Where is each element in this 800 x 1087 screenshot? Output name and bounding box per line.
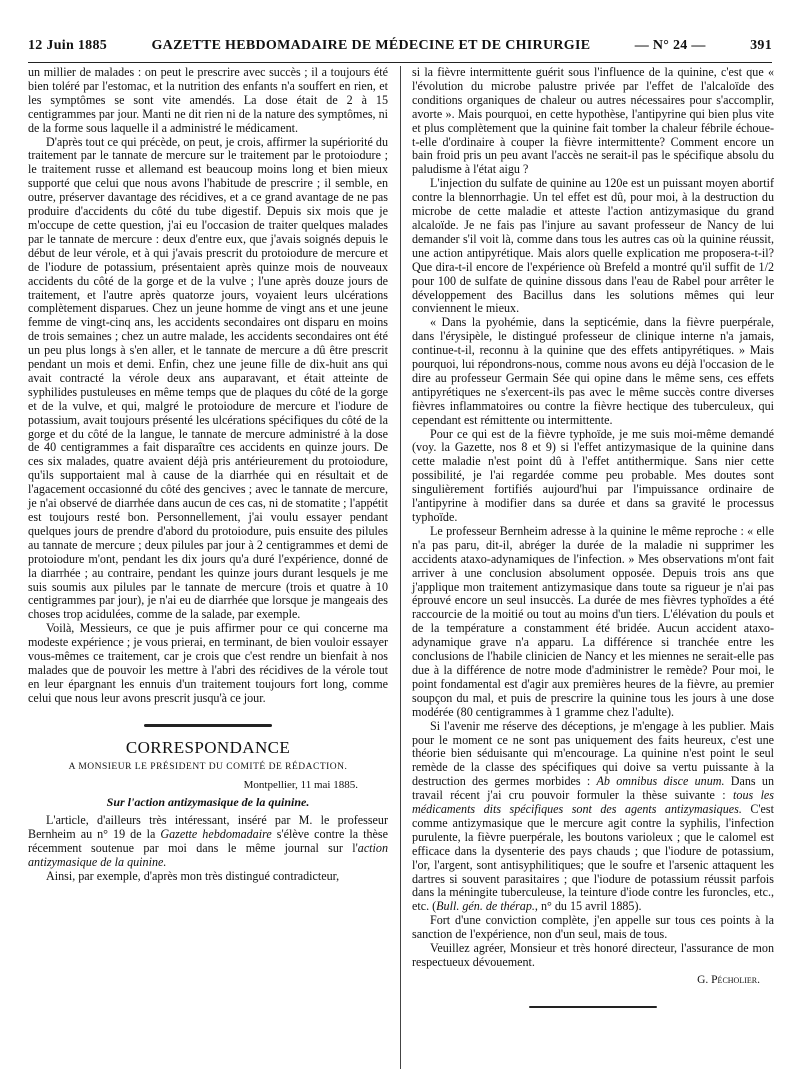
paragraph: L'article, d'ailleurs très intéressant, inséré par M. le professeur Bernheim au n° 19 de la Gazette hebdomadaire s'élève contre la thèse récemment soutenue par moi dans le même journal sur l'action antizymasique de la quinine. (28, 813, 388, 870)
paragraph: Pour ce qui est de la fièvre typhoïde, je me suis moi-même demandé (voy. la Gazette, nos 8 et 9) si l'effet antizymasique de la quinine dans cette maladie n'est point dû à l'effet antithermique. Sans nier cette possibilité, je l'ai regardée comme peu probable. Mes doutes sont singulièrement fortifiés aujourd'hui par l'impuissance ordinaire de l'antipyrine à modifier dans sa durée et dans sa gravité le processus typhoïde. (412, 426, 774, 524)
addressee: A MONSIEUR LE PRÉSIDENT DU COMITÉ DE RÉDACTION. (68, 761, 348, 772)
header-rule (28, 62, 772, 63)
paragraph: Si l'avenir me réserve des déceptions, je m'engage à les publier. Mais pour le moment ce ne sont pas uniquement des faits heureux, c'est une théorie bien séduisante qui m'encourage. La quinine n'est point le seul remède de la classe des spécifiques qui doive sa vertu puissante à la destruction des germes morbides : Ab omnibus disce unum. Dans un travail récent j'ai cru pouvoir formuler la thèse suivante : tous les médicaments dits spécifiques sont des agents antizymasiques. C'est comme antizymasique que le mercure agit contre la syphilis, l'infection purulente, la fièvre puerpérale, les boutons varioleux ; que le calomel est efficace dans la dysenterie des pays chauds ; que l'iodure de potassium, l'or, l'argent, sont antisyphilitiques; que le soufre et l'arsenic attaquent les dartres si souvent parasitaires ; que l'iodure de potassium réussit parfois dans la méningite tuberculeuse, la teinture d'iode contre les furoncles, etc., etc. (Bull. gén. de thérap., n° du 15 avril 1885). (412, 718, 774, 914)
paragraph: un millier de malades : on peut le prescrire avec succès ; il a toujours été bien toléré par l'estomac, et la nutrition des enfants n'a souffert en rien, et les symptômes se sont vite amendés. La dose était de 2 à 15 centigrammes par jour. Manti ne dit rien ni de la nature des symptômes, ni de la forme sous laquelle il a administré le médicament. (28, 65, 388, 135)
column-divider (400, 66, 401, 1069)
paragraph: L'injection du sulfate de quinine au 120e est un puissant moyen abortif contre la blennorrhagie. Un tel effet est dû, pour moi, à la destruction du microbe de cette maladie et atteste l'action antizymasique du grand alcaloïde. Je ne fais pas l'injure au savant professeur de Nancy de lui demander s'il voit là, comme dans tous les autres cas où la quinine réussit, une action antipyrétique. Mais alors quelle explication me proposera-t-il? Que dira-t-il encore de l'expérience où Brefeld a montré qu'il suffit de 1/2 pour 100 de sulfate de quinine dissous dans l'eau de Rabel pour arrêter le développement des Bacillus dans les solutions mêmes qui leur conviennent le mieux. (412, 176, 774, 316)
issue-number: — N° 24 — (634, 38, 706, 53)
section-separator (529, 1006, 657, 1008)
paragraph: Voilà, Messieurs, ce que je puis affirmer pour ce qui concerne ma modeste expérience ; je vous prierai, en terminant, de bien vouloir essayer vous-mêmes ce traitement, car je crois que c'est rendre un bienfait à nos malades que de pouvoir les mettre à l'abri des récidives de la vérole tout en leur épargnant les ennuis d'un traitement toujours fort long, comme celui que nous leur avons prescrit jusqu'à ce jour. (28, 621, 388, 705)
section-separator (144, 724, 272, 727)
paragraph: D'après tout ce qui précède, on peut, je crois, affirmer la supériorité du traitement par le tannate de mercure sur le traitement par le protoiodure ; le traitement russe et allemand est beaucoup moins long et bien mieux supporté que celui que nous avons l'habitude de prescrire ; il semble, en outre, préserver davantage des récidives, et a ce grand avantage de ne pas produire d'accidents du côté du tube digestif. Depuis six mois que je m'occupe de cette question, j'ai eu l'occasion de traiter quelques malades par le tannate de mercure : deux d'entre eux, que j'avais soignés depuis le début de leur vérole, et à qui j'avais prescrit du protoiodure de mercure et de l'iodure de potassium, présentaient après quinze mois de nouveaux accidents du côté de la gorge et de la vulve ; l'une après douze jours de traitement, et l'autre après quatorze jours, voyaient leurs ulcérations complètement disparues. Chez un jeune homme de vingt ans et une jeune femme de vingt-cinq ans, les accidents secondaires ont disparu en moins de trois semaines ; chez un autre malade, les accidents secondaires ont été un peu plus longs à s'en aller, et le tannate de mercure a dû être prescrit pendant un mois et demi. Enfin, chez une jeune fille de dix-huit ans qui avait contracté la vérole deux ans auparavant, et était atteinte de syphilides pustuleuses en même temps que de plaques du côté de la gorge et de la vulve, et qui, malgré le protoiodure de mercure et l'iodure de potassium, avait toujours présenté les ulcérations spécifiques du côté de la gorge et du côté de la langue, le tannate de mercure administré à la dose de 40 centigrammes a fait disparaître ces accidents en quinze jours. De ces six malades, quatre avaient déjà pris antérieurement du protoiodure, qu'ils supportaient mal à cause de la diarrhée qui en résultait et de l'agacement occasionné du côté des gencives ; avec le tannate de mercure, je n'ai observé de diarrhée dans aucun de ces cas, ni de stomatite ; l'appétit est toujours resté bon. Personnellement, j'ai voulu essayer pendant quelques jours de prendre d'abord du protoiodure, puis ensuite des pilules au tannate de mercure ; deux pilules par jour à 2 centigrammes et demi de protoiodure m'ont, pendant les dix jours qu'a duré l'expérience, donné de la diarrhée ; au contraire, pendant les quinze jours durant lesquels je me suis soumis aux pilules par le tannate de mercure (trois et quatre à 10 centigrammes par jour), je n'ai eu de diarrhée que lorsque je mangeais des choses trop acidulées, comme de la salade, par exemple. (28, 134, 388, 622)
page-header (28, 36, 772, 56)
header-date: 12 Juin 1885 (28, 38, 108, 53)
paragraph: Fort d'une conviction complète, j'en appelle sur tous ces points à la sanction de l'expérience, non d'un seul, mais de tous. (412, 913, 774, 942)
journal-title: GAZETTE HEBDOMADAIRE DE MÉDECINE ET DE CHIRURGIE (151, 38, 591, 53)
page-number: 391 (750, 38, 772, 53)
letter-subject: Sur l'action antizymasique de la quinine. (106, 795, 310, 810)
paragraph: Ainsi, par exemple, d'après mon très distingué contradicteur, (46, 868, 340, 883)
left-column (28, 66, 388, 884)
dateline: Montpellier, 11 mai 1885. (243, 778, 358, 791)
paragraph: Veuillez agréer, Monsieur et très honoré directeur, l'assurance de mon respectueux dévouement. (412, 941, 774, 969)
paragraph: si la fièvre intermittente guérit sous l'influence de la quinine, c'est que « l'évolution du microbe palustre privée par l'effet de l'alcaloïde des conditions organiques de chaleur ou autres nécessaires pour s'accomplir, avorte ». Mais pourquoi, en cette hypothèse, l'antipyrine qui bien plus vite et plus complètement que la quinine fait tomber la chaleur fébrile échoue-t-elle d'ordinaire à couper la fièvre intermittente? Comment encore un bain froid pris un peu avant l'accès ne serait-il pas le spécifique absolu du paludisme à l'état aigu ? (412, 65, 774, 177)
section-title: CORRESPONDANCE (125, 737, 291, 757)
right-column (412, 66, 774, 1022)
signature: G. Pécholier. (697, 973, 760, 986)
paragraph: « Dans la pyohémie, dans la septicémie, dans la fièvre puerpérale, dans l'érysipèle, le distingué professeur de clinique interne n'a jamais, continue-t-il, reconnu à la quinine que des effets antipyrétiques. » Mais pourquoi, lui répondrons-nous, comme nous avons eu déjà l'occasion de le dire au professeur Germain Sée qui opine dans le même sens, ces effets antipyrétiques ne s'exercent-ils pas avec le même succès contre diverses fièvres inflammatoires ou contre la fièvre hectique des tuberculeux, qui cependant est rémittente ou intermittente. (412, 315, 774, 427)
paragraph: Le professeur Bernheim adresse à la quinine le même reproche : « elle n'a pas paru, dit-il, abréger la durée de la maladie ni supprimer les accidents ataxo-adynamiques de l'infection. » Mes observations m'ont fait arriver à une conclusion absolument opposée. Depuis trois ans que j'applique mon traitement antizymasique dans toute sa rigueur je n'ai pas éprouvé encore un seul insuccès. La durée de mes fièvres typhoïdes a été raccourcie de la moitié ou tout au moins d'un tiers. L'élévation du pouls et de la température a constamment été bridée. Aucun accident ataxo-adynamique grave n'a apparu. La différence si tranchée entre les conclusions de l'habile clinicien de Nancy et les miennes ne serait-elle pas due à la différence de notre mode d'administrer le remède? Pour moi, le point fondamental est d'agir aux premières heures de la fièvre, au premier soupçon du mal, et puis de prescrire la quinine tous les jours à une dose modérée (80 centigrammes à 1 gramme chez l'adulte). (412, 523, 774, 719)
